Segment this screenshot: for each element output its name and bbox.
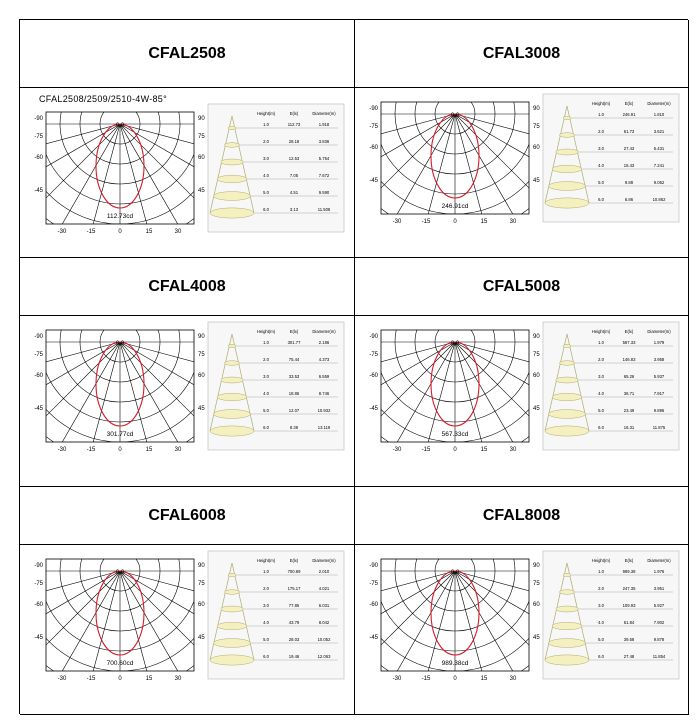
- table-cell: 3.951: [653, 586, 665, 591]
- table-cell: 4.0: [263, 173, 269, 178]
- table-cell: 12.07: [288, 408, 300, 413]
- table-cell: 7.241: [653, 163, 665, 168]
- polar-left-label: -45: [34, 406, 43, 412]
- polar-bottom-label: 15: [145, 676, 153, 682]
- cone-ring: [217, 175, 247, 182]
- polar-center-label: 0.0: [115, 341, 125, 347]
- polar-center-label: 0.0: [450, 113, 460, 119]
- cone-ring: [559, 133, 574, 138]
- table-header: Diameter(m): [647, 329, 671, 334]
- table-cell: 1.0: [598, 569, 604, 574]
- table-cell: 3.0: [263, 603, 269, 608]
- polar-right-label: 60: [533, 145, 540, 151]
- table-cell: 3.0: [598, 603, 604, 608]
- table-cell: 1.0: [263, 569, 269, 574]
- polar-center-label: 0.0: [450, 570, 460, 576]
- table-header: Diameter(m): [312, 329, 336, 334]
- table-header: E(lx): [624, 558, 634, 563]
- cone-ring: [563, 573, 571, 576]
- cone-ring: [224, 590, 239, 595]
- polar-right-label: 75: [198, 581, 205, 587]
- table-cell: 4.0: [263, 620, 269, 625]
- table-cell: 7.917: [653, 391, 665, 396]
- table-cell: 10.932: [317, 408, 331, 413]
- table-cell: 9.88: [624, 180, 634, 185]
- illuminance-panel: [543, 551, 679, 679]
- product-title: CFAL5008: [482, 277, 561, 295]
- polar-bottom-label: -30: [392, 219, 402, 225]
- table-cell: 246.91: [622, 112, 636, 117]
- polar-bottom-label: -30: [392, 676, 402, 682]
- table-cell: 61.84: [623, 620, 635, 625]
- table-cell: 1.979: [653, 340, 665, 345]
- product-title: CFAL4008: [148, 277, 226, 295]
- polar-right-label: 90: [198, 334, 205, 340]
- table-cell: 36.71: [623, 391, 635, 396]
- cone-ring: [563, 116, 571, 119]
- table-cell: 4.021: [318, 586, 330, 591]
- polar-bottom-label: 0: [118, 676, 122, 682]
- table-header: Diameter(m): [647, 101, 671, 106]
- product-title: CFAL3008: [482, 44, 561, 62]
- polar-left-label: -45: [369, 406, 378, 412]
- product-caption: CFAL2508/2509/2510-4W-85°: [39, 94, 168, 104]
- intensity-label: 567.33cd: [441, 431, 469, 438]
- table-cell: 5.431: [653, 146, 665, 151]
- table-cell: 2.186: [318, 340, 330, 345]
- table-cell: 19.46: [288, 654, 300, 659]
- cone-ring: [556, 377, 578, 383]
- polar-right-label: 75: [533, 352, 540, 358]
- table-header: Diameter(m): [312, 111, 336, 116]
- table-cell: 4.0: [598, 620, 604, 625]
- polar-bottom-label: 30: [509, 676, 517, 682]
- table-header: Height(m): [591, 329, 611, 334]
- table-cell: 8.746: [318, 391, 330, 396]
- illuminance-panel: [208, 104, 344, 232]
- table-cell: 989.38: [622, 569, 636, 574]
- photometric-figure: [20, 316, 350, 482]
- table-cell: 2.0: [263, 139, 269, 144]
- polar-bottom-label: -15: [421, 447, 431, 453]
- title-cell-cfal8008: [355, 487, 689, 545]
- table-cell: 6.0: [263, 207, 269, 212]
- polar-left-label: -75: [34, 581, 43, 587]
- table-cell: 12.063: [317, 654, 331, 659]
- table-cell: 1.0: [263, 122, 269, 127]
- table-cell: 4.0: [598, 391, 604, 396]
- polar-bottom-label: 0: [453, 447, 457, 453]
- polar-bottom-label: 15: [480, 676, 488, 682]
- intensity-label: 989.38cd: [441, 660, 469, 667]
- polar-bottom-label: 15: [480, 219, 488, 225]
- table-cell: 6.0: [598, 654, 604, 659]
- polar-bottom-label: -15: [86, 229, 96, 235]
- polar-bottom-label: 0: [118, 447, 122, 453]
- table-header: E(lx): [289, 111, 299, 116]
- table-cell: 15.43: [623, 163, 635, 168]
- cone-ring: [228, 344, 236, 347]
- table-cell: 6.86: [624, 197, 634, 202]
- table-cell: 11.508: [317, 207, 331, 212]
- table-cell: 61.73: [623, 129, 635, 134]
- photometric-figure: [355, 88, 685, 254]
- polar-right-label: 75: [198, 134, 205, 140]
- polar-center-label: 0.0: [115, 570, 125, 576]
- polar-left-label: -75: [34, 134, 43, 140]
- cone-ring: [559, 361, 574, 366]
- plot-cell-cfal5008: [355, 316, 689, 487]
- cone-ring: [221, 377, 243, 383]
- polar-bottom-label: -15: [86, 447, 96, 453]
- title-cell-cfal3008: [355, 20, 689, 88]
- polar-right-label: 75: [533, 581, 540, 587]
- polar-bottom-label: 30: [174, 676, 182, 682]
- polar-bottom-label: -30: [57, 676, 67, 682]
- table-header: Diameter(m): [647, 558, 671, 563]
- table-cell: 28.03: [288, 637, 300, 642]
- plot-cell-cfal4008: [20, 316, 355, 487]
- polar-right-label: 60: [533, 602, 540, 608]
- table-header: E(lx): [289, 558, 299, 563]
- plot-cell-cfal2508: [20, 88, 355, 258]
- table-cell: 9.896: [653, 408, 665, 413]
- table-cell: 6.0: [263, 425, 269, 430]
- cone-ring: [559, 590, 574, 595]
- table-cell: 2.0: [598, 129, 604, 134]
- polar-bottom-label: -15: [421, 219, 431, 225]
- product-title: CFAL2508: [148, 44, 226, 62]
- polar-center-label: 0.0: [115, 123, 125, 129]
- table-cell: 1.976: [653, 569, 665, 574]
- table-cell: 6.031: [318, 603, 330, 608]
- table-cell: 3.621: [653, 129, 665, 134]
- polar-bottom-label: 30: [174, 229, 182, 235]
- table-cell: 23.49: [623, 408, 635, 413]
- table-cell: 5.0: [263, 408, 269, 413]
- polar-left-label: -45: [34, 635, 43, 641]
- polar-left-label: -75: [369, 352, 378, 358]
- cone-ring: [556, 149, 578, 155]
- polar-right-label: 60: [533, 373, 540, 379]
- table-cell: 16.31: [623, 425, 635, 430]
- photometric-figure: [20, 545, 350, 711]
- polar-right-label: 90: [533, 334, 540, 340]
- table-cell: 39.58: [623, 637, 635, 642]
- table-cell: 4.373: [318, 357, 330, 362]
- table-cell: 247.35: [622, 586, 636, 591]
- table-cell: 3.958: [653, 357, 665, 362]
- table-cell: 700.69: [287, 569, 301, 574]
- table-cell: 9.590: [318, 190, 330, 195]
- table-cell: 1.0: [598, 112, 604, 117]
- table-cell: 13.119: [317, 425, 331, 430]
- polar-left-label: -90: [34, 563, 43, 569]
- table-cell: 301.77: [287, 340, 301, 345]
- polar-right-label: 60: [198, 602, 205, 608]
- polar-center-label: 0.0: [450, 341, 460, 347]
- polar-bottom-label: -30: [57, 229, 67, 235]
- table-cell: 4.51: [289, 190, 299, 195]
- title-cell-cfal6008: [20, 487, 355, 545]
- table-cell: 6.0: [598, 197, 604, 202]
- table-cell: 6.0: [263, 654, 269, 659]
- polar-bottom-label: 0: [118, 229, 122, 235]
- table-header: Height(m): [591, 558, 611, 563]
- polar-left-label: -75: [369, 581, 378, 587]
- cone-ring: [549, 410, 586, 419]
- table-cell: 27.43: [623, 146, 635, 151]
- cone-ring: [545, 426, 589, 436]
- table-cell: 11.854: [652, 654, 666, 659]
- polar-left-label: -90: [369, 106, 378, 112]
- photometric-figure: [20, 88, 350, 254]
- table-cell: 8.042: [318, 620, 330, 625]
- polar-left-label: -90: [34, 334, 43, 340]
- polar-right-label: 45: [533, 406, 540, 412]
- cone-ring: [545, 198, 589, 208]
- title-cell-cfal4008: [20, 258, 355, 316]
- table-header: E(lx): [289, 329, 299, 334]
- polar-bottom-label: 30: [174, 447, 182, 453]
- table-cell: 3.0: [598, 374, 604, 379]
- table-cell: 43.79: [288, 620, 300, 625]
- plot-cell-cfal6008: [20, 545, 355, 715]
- table-cell: 9.052: [653, 180, 665, 185]
- polar-left-label: -90: [34, 116, 43, 122]
- polar-left-label: -45: [369, 635, 378, 641]
- table-cell: 4.0: [598, 163, 604, 168]
- cone-ring: [221, 159, 243, 165]
- table-header: Height(m): [256, 558, 276, 563]
- illuminance-panel: [543, 94, 679, 222]
- polar-left-label: -45: [34, 188, 43, 194]
- illuminance-panel: [543, 322, 679, 450]
- table-cell: 11.875: [652, 425, 666, 430]
- polar-right-label: 45: [198, 635, 205, 641]
- polar-bottom-label: -15: [86, 676, 96, 682]
- polar-right-label: 45: [198, 188, 205, 194]
- polar-right-label: 75: [533, 124, 540, 130]
- table-cell: 12.53: [288, 156, 300, 161]
- illuminance-panel: [208, 551, 344, 679]
- intensity-label: 246.91cd: [441, 203, 469, 210]
- polar-bottom-label: -30: [392, 447, 402, 453]
- table-cell: 5.927: [653, 603, 665, 608]
- plot-cell-cfal8008: [355, 545, 689, 715]
- polar-left-label: -45: [369, 178, 378, 184]
- table-cell: 1.0: [263, 340, 269, 345]
- table-cell: 28.18: [288, 139, 300, 144]
- table-cell: 1.0: [598, 340, 604, 345]
- cone-ring: [214, 410, 251, 419]
- polar-bottom-label: 15: [145, 229, 153, 235]
- table-cell: 7.05: [289, 173, 299, 178]
- cone-ring: [217, 393, 247, 400]
- polar-bottom-label: 0: [453, 219, 457, 225]
- title-cell-cfal2508: [20, 20, 355, 88]
- table-cell: 6.559: [318, 374, 330, 379]
- table-cell: 5.754: [318, 156, 330, 161]
- polar-bottom-label: 15: [145, 447, 153, 453]
- table-cell: 3.13: [289, 207, 299, 212]
- table-cell: 3.0: [598, 146, 604, 151]
- cone-ring: [224, 361, 239, 366]
- polar-bottom-label: 30: [509, 447, 517, 453]
- polar-right-label: 75: [198, 352, 205, 358]
- intensity-label: 700.60cd: [106, 660, 134, 667]
- table-cell: 33.53: [288, 374, 300, 379]
- polar-bottom-label: 30: [509, 219, 517, 225]
- table-cell: 10.862: [652, 197, 666, 202]
- cone-ring: [552, 622, 582, 629]
- table-cell: 2.0: [263, 357, 269, 362]
- table-cell: 3.0: [263, 156, 269, 161]
- table-cell: 77.85: [288, 603, 300, 608]
- cone-ring: [210, 426, 254, 436]
- polar-left-label: -60: [34, 373, 43, 379]
- table-cell: 175.17: [287, 586, 301, 591]
- plot-cell-cfal3008: [355, 88, 689, 258]
- table-cell: 2.010: [318, 569, 330, 574]
- polar-left-label: -60: [369, 145, 378, 151]
- polar-right-label: 45: [198, 406, 205, 412]
- table-cell: 8.38: [289, 425, 299, 430]
- table-cell: 1.810: [653, 112, 665, 117]
- cone-ring: [224, 143, 239, 148]
- table-cell: 5.0: [598, 637, 604, 642]
- table-cell: 5.0: [598, 408, 604, 413]
- cone-ring: [552, 393, 582, 400]
- table-cell: 5.0: [598, 180, 604, 185]
- polar-left-label: -60: [34, 602, 43, 608]
- table-cell: 1.918: [318, 122, 330, 127]
- polar-bottom-label: 15: [480, 447, 488, 453]
- table-header: Height(m): [256, 111, 276, 116]
- polar-left-label: -60: [369, 602, 378, 608]
- cone-ring: [228, 126, 236, 129]
- polar-bottom-label: -30: [57, 447, 67, 453]
- cone-ring: [214, 639, 251, 648]
- table-cell: 18.86: [288, 391, 300, 396]
- polar-left-label: -60: [369, 373, 378, 379]
- cone-ring: [549, 639, 586, 648]
- cone-ring: [210, 208, 254, 218]
- table-cell: 4.0: [263, 391, 269, 396]
- table-cell: 65.26: [623, 374, 635, 379]
- polar-bottom-label: -15: [421, 676, 431, 682]
- polar-right-label: 60: [198, 373, 205, 379]
- cone-ring: [545, 655, 589, 665]
- table-cell: 75.44: [288, 357, 300, 362]
- polar-right-label: 90: [198, 116, 205, 122]
- table-header: Height(m): [591, 101, 611, 106]
- product-title: CFAL6008: [148, 506, 226, 524]
- table-cell: 3.0: [263, 374, 269, 379]
- illuminance-panel: [208, 322, 344, 450]
- product-title: CFAL8008: [482, 506, 561, 524]
- intensity-label: 301.77cd: [106, 431, 134, 438]
- table-cell: 2.0: [598, 586, 604, 591]
- cone-ring: [221, 606, 243, 612]
- polar-right-label: 90: [198, 563, 205, 569]
- polar-left-label: -60: [34, 155, 43, 161]
- table-cell: 146.83: [622, 357, 636, 362]
- photometric-figure: [355, 545, 685, 711]
- table-cell: 587.33: [622, 340, 636, 345]
- table-cell: 109.93: [622, 603, 636, 608]
- cone-ring: [563, 344, 571, 347]
- product-grid-table: [19, 19, 688, 714]
- table-cell: 2.0: [263, 586, 269, 591]
- title-cell-cfal5008: [355, 258, 689, 316]
- cone-ring: [214, 192, 251, 201]
- polar-left-label: -75: [34, 352, 43, 358]
- cone-ring: [556, 606, 578, 612]
- table-header: E(lx): [624, 329, 634, 334]
- table-header: E(lx): [624, 101, 634, 106]
- table-cell: 5.0: [263, 637, 269, 642]
- polar-right-label: 60: [198, 155, 205, 161]
- table-cell: 10.052: [317, 637, 331, 642]
- polar-bottom-label: 0: [453, 676, 457, 682]
- table-header: Height(m): [256, 329, 276, 334]
- polar-left-label: -90: [369, 563, 378, 569]
- table-cell: 5.937: [653, 374, 665, 379]
- photometric-figure: [355, 316, 685, 482]
- table-cell: 7.672: [318, 173, 330, 178]
- table-cell: 6.0: [598, 425, 604, 430]
- table-header: Diameter(m): [312, 558, 336, 563]
- table-cell: 112.73: [287, 122, 301, 127]
- table-cell: 5.0: [263, 190, 269, 195]
- intensity-label: 112.73cd: [106, 213, 134, 220]
- cone-ring: [228, 573, 236, 576]
- table-cell: 7.902: [653, 620, 665, 625]
- polar-left-label: -75: [369, 124, 378, 130]
- table-cell: 9.878: [653, 637, 665, 642]
- cone-ring: [210, 655, 254, 665]
- cone-ring: [552, 165, 582, 172]
- cone-ring: [549, 182, 586, 191]
- table-cell: 2.0: [598, 357, 604, 362]
- polar-right-label: 90: [533, 563, 540, 569]
- polar-right-label: 45: [533, 178, 540, 184]
- polar-right-label: 45: [533, 635, 540, 641]
- polar-right-label: 90: [533, 106, 540, 112]
- cone-ring: [217, 622, 247, 629]
- table-cell: 3.836: [318, 139, 330, 144]
- table-cell: 27.48: [623, 654, 635, 659]
- polar-left-label: -90: [369, 334, 378, 340]
